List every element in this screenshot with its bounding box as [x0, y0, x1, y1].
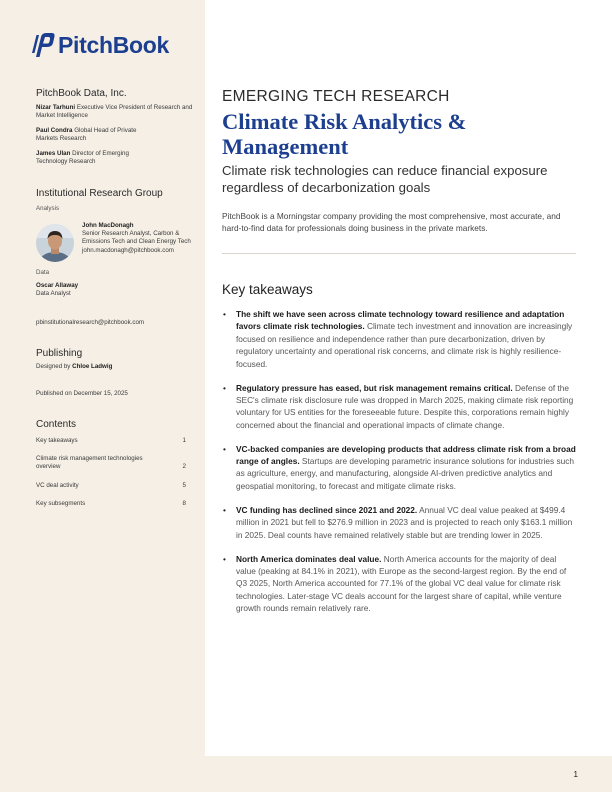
- group-heading: Institutional Research Group: [36, 188, 163, 199]
- data-label: Data: [36, 269, 50, 276]
- person-nizar: Nizar Tarhuni Executive Vice President of Research and Market Intelligence: [36, 104, 193, 120]
- analyst-email[interactable]: john.macdonagh@pitchbook.com: [82, 246, 174, 254]
- person-james: James Ulan Director of Emerging Technology Research: [36, 150, 129, 166]
- list-item: • VC funding has declined since 2021 and 2022. Annual VC deal value peaked at $499.4 million in 2021 but fell to $276.9 million in 2023 and is projected to reach only $163.1 million in 2025. Deal counts have remained relatively stable but are trending lower in 2025.: [222, 504, 578, 541]
- divider: [222, 253, 576, 254]
- takeaways-heading: Key takeaways: [222, 282, 313, 297]
- data-person: Oscar Allaway Data Analyst: [36, 282, 79, 298]
- designed-by: Designed by Chloe Ladwig: [36, 363, 113, 370]
- contents-heading: Contents: [36, 419, 77, 430]
- contact-email[interactable]: pbinstitutionalresearch@pitchbook.com: [36, 319, 145, 326]
- eyebrow: EMERGING TECH RESEARCH: [222, 88, 450, 105]
- person-paul: Paul Condra Global Head of Private Markets Research: [36, 127, 137, 143]
- analysis-label: Analysis: [36, 205, 60, 212]
- publishing-heading: Publishing: [36, 348, 83, 359]
- footer: [0, 756, 612, 792]
- analyst-name: John MacDonagh: [82, 222, 134, 229]
- takeaways-list: [222, 308, 578, 626]
- pitchbook-logo[interactable]: [30, 30, 169, 60]
- list-item: • The shift we have seen across climate technology toward resilience and adaptation favors climate risk technologies. Climate tech investment and innovation are increasingly focused on resilience and independence rather than pure decarbonization, driven by regulatory uncertainty and operational risk concerns, and climate risk is highly resilience-focused.: [222, 308, 578, 370]
- page-title: Climate Risk Analytics & Management: [222, 109, 467, 159]
- toc-item-key-takeaways[interactable]: Key takeaways 1: [36, 437, 186, 444]
- published-date: Published on December 15, 2025: [36, 390, 128, 397]
- toc-item-vc-deal-activity[interactable]: VC deal activity 5: [36, 482, 186, 489]
- toc-item-key-subsegments[interactable]: Key subsegments 8: [36, 500, 186, 507]
- avatar: [36, 224, 74, 262]
- pitchbook-logo-icon: [30, 31, 56, 59]
- analyst-title: Senior Research Analyst, Carbon & Emissions Tech and Clean Energy Tech: [82, 230, 191, 246]
- toc-item-overview[interactable]: Climate risk management technologies overview 2: [36, 455, 186, 471]
- brand-name: PitchBook: [58, 31, 170, 58]
- page-subtitle: Climate risk technologies can reduce financial exposure regardless of decarbonization goals: [222, 163, 548, 195]
- intro-paragraph: PitchBook is a Morningstar company providing the most comprehensive, most accurate, and hard-to-find data for professionals doing business in the private markets.: [222, 211, 561, 233]
- list-item: • Regulatory pressure has eased, but risk management remains critical. Defense of the SEC's climate risk disclosure rule was dropped in March 2025, making climate risk reporting voluntary for US entities for the foreseeable future. Despite this, corporations remain highly concerned about the financial and operational impacts of climate change.: [222, 382, 578, 432]
- org-name: PitchBook Data, Inc.: [36, 88, 127, 99]
- list-item: • VC-backed companies are developing products that address climate risk from a broad range of angles. Startups are developing parametric insurance solutions for industries such as agriculture, energy, and manufacturing, alongside AI-driven predictive analytics and geospatial monitoring, to forecast and mitigate climate risks.: [222, 443, 578, 493]
- analyst-contact: [36, 222, 201, 262]
- list-item: • North America dominates deal value. North America accounts for the majority of deal value (peaking at 84.1% in 2021), with Europe as the second-largest region. By the end of Q3 2025, North America accounted for 77.1% of the global VC deal value for climate risk technologies. Later-stage VC deals account for the largest share of capital, while venture growth rounds remain relatively rare.: [222, 553, 578, 615]
- page-number: 1: [573, 770, 578, 779]
